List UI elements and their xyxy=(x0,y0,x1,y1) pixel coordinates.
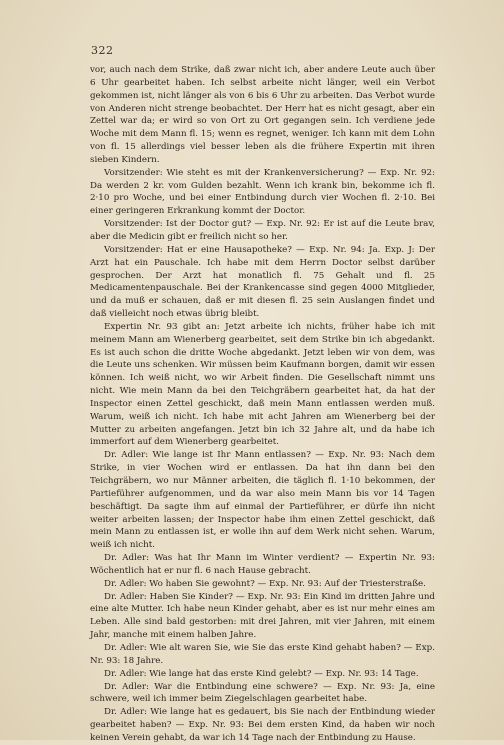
paragraph: Vorsitzender: Wie steht es mit der Krankenversicherung? — Exp. Nr. 92: Da werden 2 kr. vom Gulden bezahlt. Wenn ich krank bin, bekomme ich fl. 2·10 pro Woche, und bei einer Entbindung durch vier Wochen fl. 2·10. Bei einer geringeren Erkrankung kommt der Doctor. xyxy=(90,167,435,217)
paragraph: Dr. Adler: Wo haben Sie gewohnt? — Exp. Nr. 93: Auf der Triesterstraße. xyxy=(104,578,426,589)
page-number: 322 xyxy=(91,44,114,57)
paragraph: Dr. Adler: Wie lange hat das erste Kind gelebt? — Exp. Nr. 93: 14 Tage. xyxy=(104,668,419,679)
paragraph: vor, auch nach dem Strike, daß zwar nicht ich, aber andere Leute auch über 6 Uhr gearbeitet haben. Ich selbst arbeite nicht länger, weil ein Verbot gekommen ist, nicht länger als von 6 bis 6 Uhr zu arbeiten. Das Verbot wurde von Anderen nicht strenge beobachtet. Der Herr hat es nicht gesagt, aber ein Zettel war da; er wird so von Ort zu Ort gegangen sein. Ich verdiene jede Woche mit dem Mann fl. 15; wenn es regnet, weniger. Ich kann mit dem Lohn von fl. 15 allerdings viel besser leben als die frühere Expertin mit ihren sieben Kindern. xyxy=(90,65,435,165)
paragraph: Dr. Adler: War die Entbindung eine schwere? — Exp. Nr. 93: Ja, eine schwere, weil ich immer beim Ziegelschlagen gearbeitet habe. xyxy=(90,681,435,705)
paragraph: Dr. Adler: Wie lange ist Ihr Mann entlassen? — Exp. Nr. 93: Nach dem Strike, in vier Wochen wird er entlassen. Da hat ihn dann bei den Teichgräbern, wo nur Männer arbeiten, die täglich fl. 1·10 bekommen, der Partieführer aufgenommen, und da war also mein Mann bis vor 14 Tagen beschäftigt. Da sagte ihm auf einmal der Partieführer, er dürfe ihn nicht weiter arbeiten lassen; der Inspector habe ihm einen Zettel geschickt, daß mein Mann zu entlassen ist, er wolle ihn auf dem Werk nicht sehen. Warum, weiß ich nicht. xyxy=(90,450,435,551)
paragraph: Dr. Adler: Wie lange hat es gedauert, bis Sie nach der Entbindung wieder gearbeitet haben? — Exp. Nr. 93: Bei dem ersten Kind, da haben wir noch keinen Verein gehabt, da war ich 14 Tage nach der Entbindung zu Hause. xyxy=(90,707,435,743)
paragraph: Dr. Adler: Haben Sie Kinder? — Exp. Nr. 93: Ein Kind im dritten Jahre und eine alte Mutter. Ich habe neun Kinder gehabt, aber es ist nur mehr eines am Leben. Alle sind bald gestorben: mit drei Jahren, mit vier Jahren, mit einem Jahr, manche mit einem halben Jahre. xyxy=(90,591,435,641)
body-text xyxy=(90,64,435,745)
paragraph: Dr. Adler: Was hat Ihr Mann im Winter verdient? — Expertin Nr. 93: Wöchentlich hat er nur fl. 6 nach Hause gebracht. xyxy=(90,553,435,576)
paragraph: Vorsitzender: Hat er eine Hausapotheke? — Exp. Nr. 94: Ja. Exp. J: Der Arzt hat ein Pauschale. Ich habe mit dem Herrn Doctor selbst darüber gesprochen. Der Arzt hat monatlich fl. 75 Gehalt und fl. 25 Medicamentenpauschale. Bei der Krankencasse sind gegen 4000 Mitglieder, und da muß er schauen, daß er mit diesen fl. 25 sein Auslangen findet und daß vielleicht noch etwas übrig bleibt. xyxy=(90,244,435,320)
paragraph: Dr. Adler: Wie alt waren Sie, wie Sie das erste Kind gehabt haben? — Exp. Nr. 93: 18 Jahre. xyxy=(90,642,435,666)
paragraph: Expertin Nr. 93 gibt an: Jetzt arbeite ich nichts, früher habe ich mit meinem Mann am Wienerberg gearbeitet, seit dem Strike bin ich abgedankt. Es ist auch schon die dritte Woche abgedankt. Jetzt leben wir von dem, was die Leute uns schenken. Wir müssen beim Kaufmann borgen, damit wir essen können. Ich weiß nicht, wo wir Arbeit finden. Die Gesellschaft nimmt uns nicht. Wie mein Mann da bei den Teichgräbern gearbeitet hat, da hat der Inspector einen Zettel geschickt, daß mein Mann entlassen werden muß. Warum, weiß ich nicht. Ich habe mit acht Jahren am Wienerberg bei der Mutter zu arbeiten angefangen. Jetzt bin ich 32 Jahre alt, und da habe ich immerfort auf dem Wienerberg gearbeitet. xyxy=(90,321,435,448)
paragraph: Vorsitzender: Ist der Doctor gut? — Exp. Nr. 92: Er ist auf die Leute brav, aber die Medicin gibt er freilich nicht so her. xyxy=(90,219,435,242)
